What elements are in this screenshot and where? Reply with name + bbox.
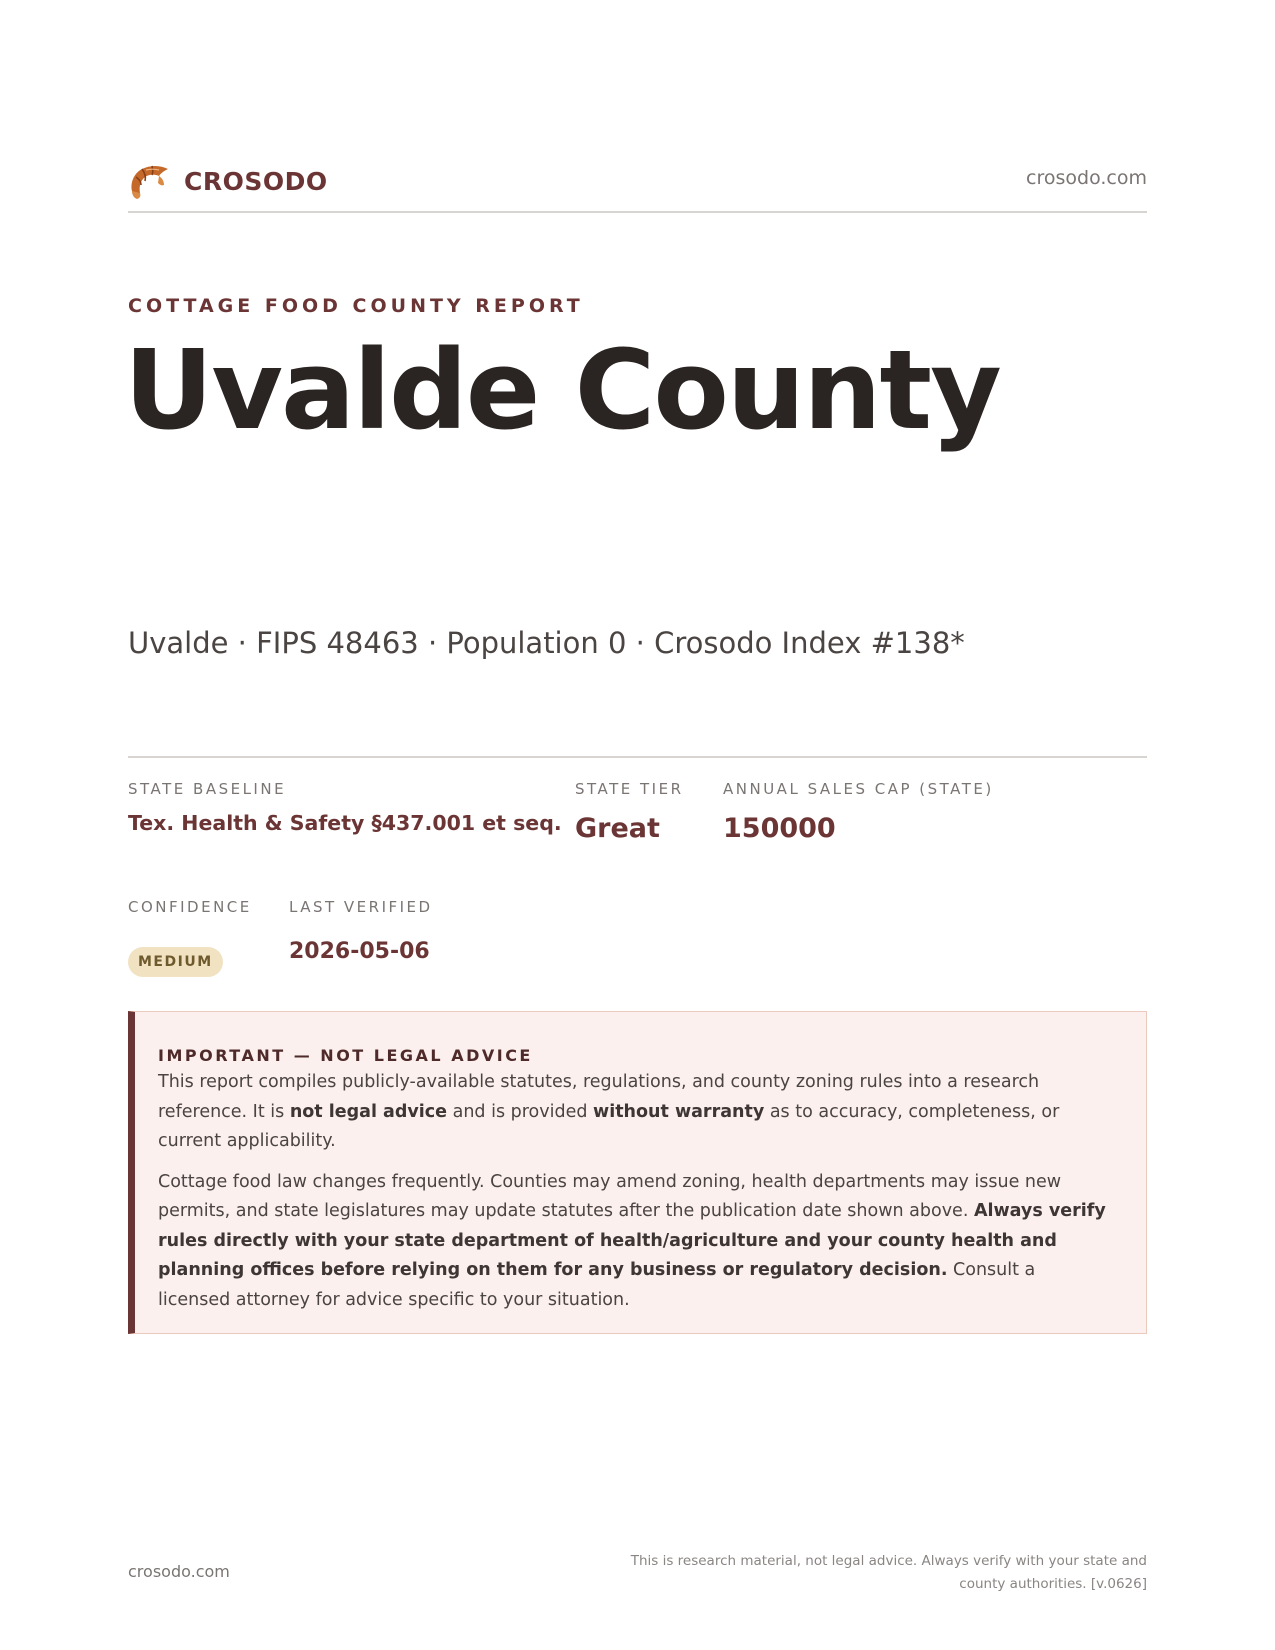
notice-emphasis: not legal advice bbox=[289, 1101, 448, 1122]
brand-name: CROSODO bbox=[184, 166, 328, 196]
sales-cap-value: 150000 bbox=[723, 813, 836, 844]
header-site-link[interactable]: crosodo.com bbox=[1026, 167, 1147, 189]
notice-text: Cottage food law changes frequently. Counties may amend zoning, health departments may issue new permits, and state legislatures may update statutes after the publication date shown above. bbox=[158, 1171, 1062, 1221]
footer-site-link[interactable]: crosodo.com bbox=[128, 1562, 230, 1581]
logo[interactable] bbox=[128, 161, 328, 201]
last-verified-value: 2026-05-06 bbox=[289, 939, 430, 964]
notice-emphasis: without warranty bbox=[593, 1101, 765, 1122]
notice-emphasis: Always verify rules directly with your state department of health/agriculture and your county health and planning offices before relying on them for any business or regulatory decision. bbox=[158, 1201, 1106, 1280]
notice-text: as to accuracy, completeness, or current applicability. bbox=[158, 1101, 1060, 1151]
report-subtitle: Uvalde · FIPS 48463 · Population 0 · Crosodo Index #138* bbox=[128, 626, 965, 660]
notice-text: This report compiles publicly-available statutes, regulations, and county zoning rules into a research reference. It is bbox=[158, 1072, 1040, 1122]
footer-disclaimer: This is research material, not legal advice. Always verify with your state and county authorities. [v.0626] bbox=[630, 1553, 1147, 1592]
notice-text: Consult a licensed attorney for advice specific to your situation. bbox=[158, 1260, 1036, 1310]
state-tier-value: Great bbox=[575, 813, 660, 844]
croissant-icon bbox=[128, 161, 172, 201]
sales-cap-label: ANNUAL SALES CAP (STATE) bbox=[723, 780, 994, 798]
page-title: Uvalde County bbox=[124, 326, 1000, 454]
state-tier-label: STATE TIER bbox=[575, 780, 684, 798]
report-eyebrow: COTTAGE FOOD COUNTY REPORT bbox=[128, 295, 584, 317]
notice-paragraph-1 bbox=[158, 1068, 1108, 1157]
section-divider bbox=[128, 756, 1147, 758]
last-verified-label: LAST VERIFIED bbox=[289, 898, 433, 916]
confidence-badge: MEDIUM bbox=[128, 947, 223, 977]
notice-body bbox=[158, 1068, 1108, 1315]
state-baseline-label: STATE BASELINE bbox=[128, 780, 287, 798]
page-header bbox=[128, 155, 1147, 213]
confidence-label: CONFIDENCE bbox=[128, 898, 252, 916]
notice-paragraph-2 bbox=[158, 1168, 1108, 1316]
notice-title: IMPORTANT — NOT LEGAL ADVICE bbox=[158, 1046, 533, 1065]
legal-notice-box bbox=[128, 1011, 1147, 1334]
state-baseline-value: Tex. Health & Safety §437.001 et seq. bbox=[128, 811, 562, 835]
notice-text: and is provided bbox=[447, 1101, 594, 1122]
report-page bbox=[124, 0, 1147, 1650]
